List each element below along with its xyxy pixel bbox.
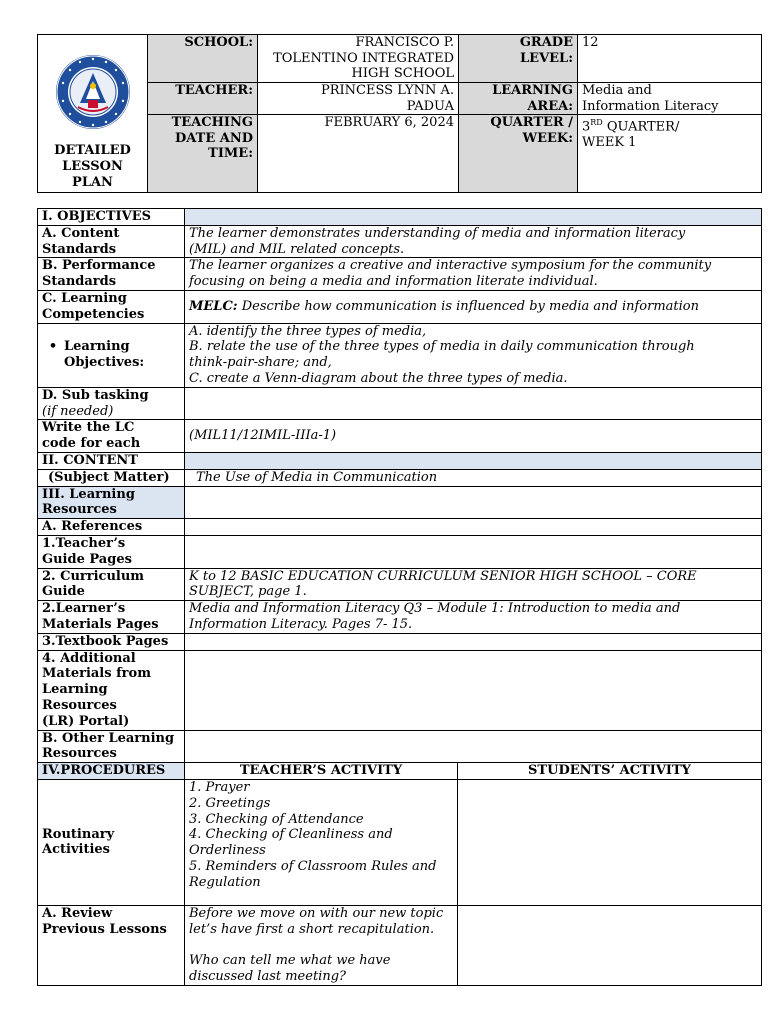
- teacher-label: TEACHER:: [148, 83, 258, 115]
- teacher-value: PRINCESS LYNN A. PADUA: [258, 83, 459, 115]
- grade-value: 12: [578, 35, 762, 83]
- competencies-label: C. Learning Competencies: [38, 290, 185, 323]
- area-value: Media and Information Literacy: [578, 83, 762, 115]
- date-label: TEACHING DATE AND TIME:: [148, 115, 258, 193]
- content-standards-label: A. Content Standards: [38, 225, 185, 258]
- other-resources-value: [185, 730, 762, 763]
- subject-matter-value: The Use of Media in Communication: [185, 469, 762, 486]
- bullet-icon: •: [48, 339, 58, 355]
- curriculum-guide-value: K to 12 BASIC EDUCATION CURRICULUM SENIOR HIGH SCHOOL – CORE SUBJECT, page 1.: [185, 568, 762, 601]
- objectives-heading: I. OBJECTIVES: [38, 209, 185, 226]
- quarter-value: 3RD QUARTER/ WEEK 1: [578, 115, 762, 193]
- references-label: A. References: [38, 519, 185, 536]
- deped-seal-icon: [54, 53, 132, 131]
- document-title: DETAILED LESSON PLAN: [54, 143, 131, 190]
- date-value: FEBRUARY 6, 2024: [258, 115, 459, 193]
- lr-portal-label: 4. Additional Materials from Learning Resources (LR) Portal): [38, 650, 185, 730]
- header-table: [37, 34, 762, 193]
- lc-code-label: Write the LC code for each: [38, 420, 185, 453]
- school-value: FRANCISCO P. TOLENTINO INTEGRATED HIGH SCHOOL: [258, 35, 459, 83]
- performance-standards-label: B. Performance Standards: [38, 258, 185, 291]
- students-activity-header: STUDENTS’ ACTIVITY: [458, 763, 762, 780]
- teachers-guide-value: [185, 535, 762, 568]
- routinary-teacher: 1. Prayer 2. Greetings 3. Checking of Attendance 4. Checking of Cleanliness and Orderliness 5. Reminders of Classroom Rules and Regulation: [185, 779, 458, 905]
- area-label: LEARNING AREA:: [459, 83, 578, 115]
- learners-materials-value: Media and Information Literacy Q3 – Module 1: Introduction to media and Information Literacy. Pages 7- 15.: [185, 601, 762, 634]
- subject-matter-label: (Subject Matter): [38, 469, 185, 486]
- performance-standards-value: The learner organizes a creative and interactive symposium for the community focusing on being a media and information literate individual.: [185, 258, 762, 291]
- lesson-plan-table: [37, 208, 762, 986]
- lr-portal-value: [185, 650, 762, 730]
- procedures-heading: IV.PROCEDURES: [38, 763, 185, 780]
- teacher-activity-header: TEACHER’S ACTIVITY: [185, 763, 458, 780]
- sub-tasking-value: [185, 387, 762, 420]
- review-students: [458, 905, 762, 985]
- routinary-label: Routinary Activities: [38, 779, 185, 905]
- review-teacher: Before we move on with our new topic let’s have first a short recapitulation. Who can tell me what we have discussed last meeting?: [185, 905, 458, 985]
- references-value: [185, 519, 762, 536]
- teachers-guide-label: 1.Teacher’s Guide Pages: [38, 535, 185, 568]
- lc-code-value: (MIL11/12IMIL-IIIa-1): [185, 420, 762, 453]
- competencies-value: MELC: Describe how communication is influenced by media and information: [185, 290, 762, 323]
- textbook-label: 3.Textbook Pages: [38, 633, 185, 650]
- review-label: A. Review Previous Lessons: [38, 905, 185, 985]
- sub-tasking-label: D. Sub tasking (if needed): [38, 387, 185, 420]
- learning-objectives-label: • Learning Objectives:: [38, 323, 185, 387]
- other-resources-label: B. Other Learning Resources: [38, 730, 185, 763]
- resources-heading: III. Learning Resources: [38, 486, 185, 519]
- resources-heading-fill: [185, 486, 762, 519]
- logo-cell: [38, 35, 148, 193]
- school-label: SCHOOL:: [148, 35, 258, 83]
- learners-materials-label: 2.Learner’s Materials Pages: [38, 601, 185, 634]
- grade-label: GRADE LEVEL:: [459, 35, 578, 83]
- content-heading-fill: [185, 452, 762, 469]
- content-standards-value: The learner demonstrates understanding of media and information literacy (MIL) and MIL related concepts.: [185, 225, 762, 258]
- routinary-students: [458, 779, 762, 905]
- quarter-label: QUARTER / WEEK:: [459, 115, 578, 193]
- textbook-value: [185, 633, 762, 650]
- objectives-heading-fill: [185, 209, 762, 226]
- curriculum-guide-label: 2. Curriculum Guide: [38, 568, 185, 601]
- content-heading: II. CONTENT: [38, 452, 185, 469]
- learning-objectives-value: A. identify the three types of media, B. relate the use of the three types of media in daily communication through think-pair-share; and, C. create a Venn-diagram about the three types of media.: [185, 323, 762, 387]
